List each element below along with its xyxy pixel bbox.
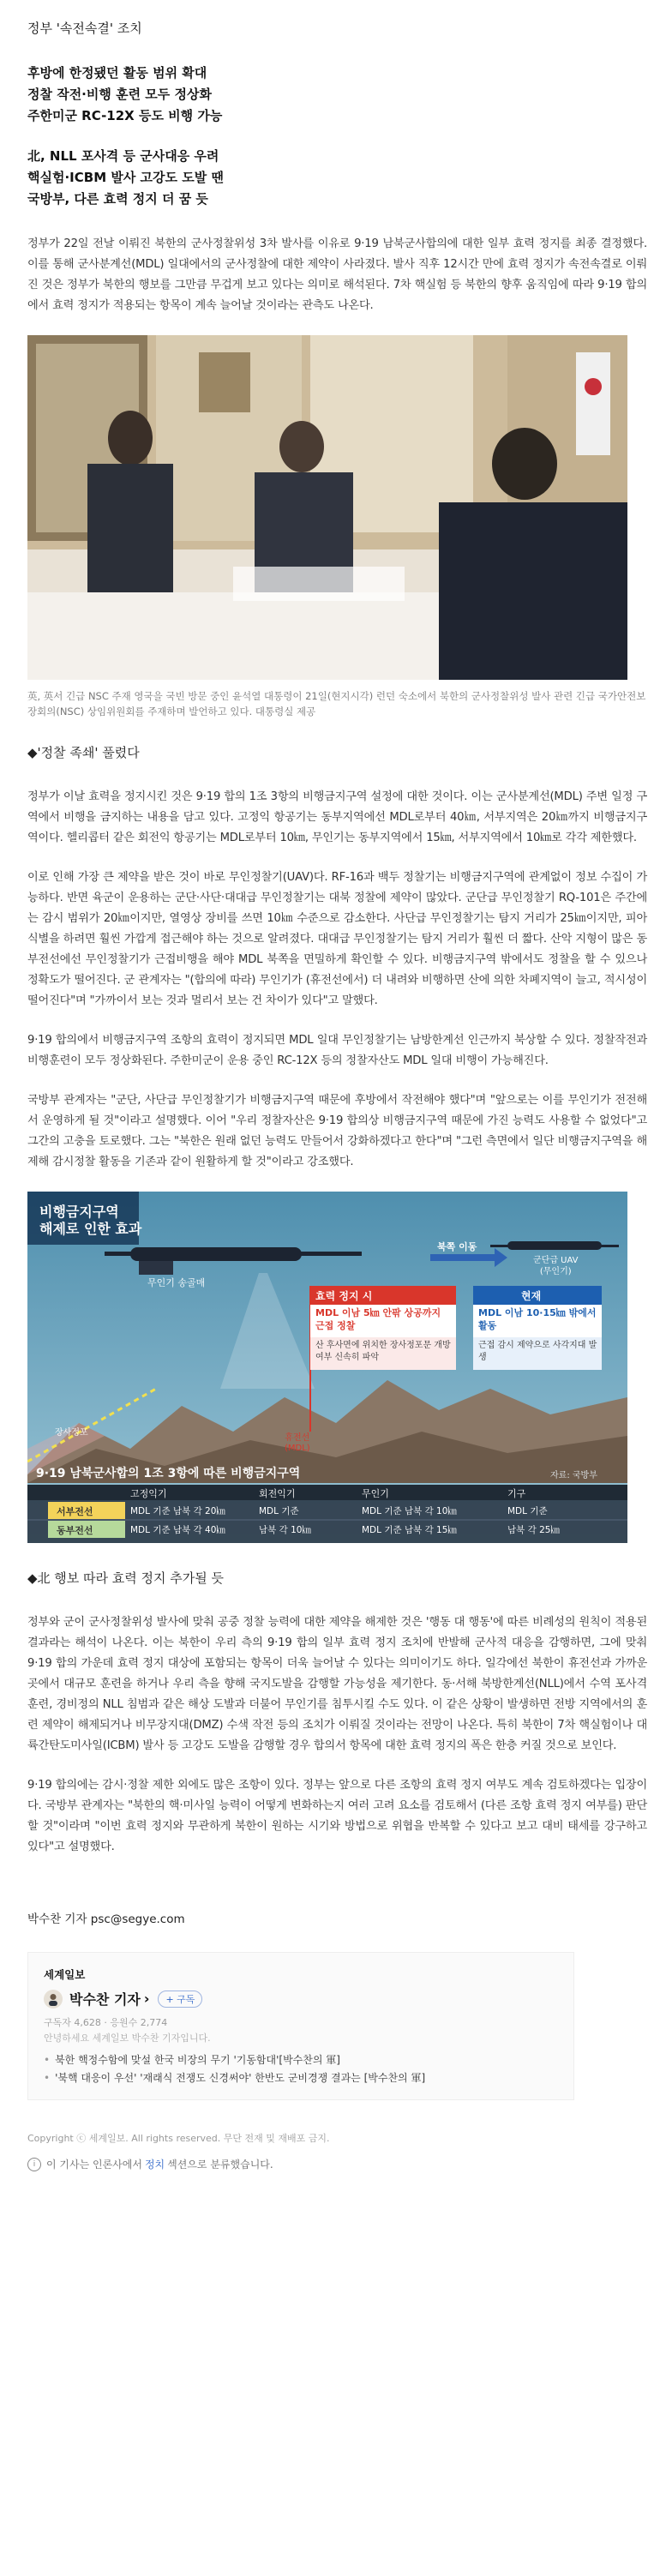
table-header-row	[130, 1486, 619, 1500]
box-left-body: 산 후사면에 위치한 장사정포문 개방 여부 신속히 파악	[315, 1341, 451, 1362]
related-article-title[interactable]: 북한 핵정수함에 맞설 한국 비장의 무기 '기동함대'[박수찬의 軍]	[55, 2054, 340, 2066]
table-header: 회전익기	[259, 1488, 296, 1499]
table-source: 자료: 국방부	[550, 1471, 597, 1480]
label-artillery: 장사정포	[55, 1428, 88, 1438]
label-mdl-line: (MDL)	[285, 1444, 310, 1453]
label-mdl-line: 휴전선	[285, 1433, 310, 1443]
section-note	[27, 2157, 647, 2171]
byline: 박수찬 기자 psc@segye.com	[27, 1912, 185, 1926]
box-right-body: 근접 감시 제약으로 사각지대 발생	[478, 1341, 597, 1362]
label-drone-left: 무인기 송골매	[147, 1277, 206, 1288]
subhead-line: 주한미군 RC-12X 등도 비행 가능	[27, 108, 223, 123]
label-mdl	[285, 1433, 310, 1454]
drone-right-icon	[490, 1241, 619, 1250]
reporter-row	[44, 1989, 558, 2009]
table-cell: MDL 기준 남북 각 10㎞	[362, 1506, 457, 1516]
subhead-spacer	[27, 127, 647, 146]
subhead-line: 정찰 작전·비행 훈련 모두 정상화	[27, 87, 212, 102]
subhead-line: 국방부, 다른 효력 정지 더 꿈 듯	[27, 191, 208, 207]
article-paragraph: 9·19 합의에서 비행금지구역 조항의 효력이 정지되면 MDL 일대 무인정찰기는 남방한계선 인근까지 북상할 수 있다. 정찰작전과 비행훈련이 모두 정상화된다. 주한미군이 운용 중인 RC-12X 등의 정찰자산도 MDL 일대 비행이 가능해진다.	[27, 1034, 647, 1067]
box-left-red: MDL 이남 5㎞ 안팎 상공까지 근접 정찰	[315, 1307, 441, 1331]
section-note-after: 섹션으로 분류했습니다.	[167, 2159, 273, 2171]
article-paragraph: 정부가 이날 효력을 정지시킨 것은 9·19 합의 1조 3항의 비행금지구역 설정에 대한 것이다. 이는 군사분계선(MDL) 주변 일정 구역에서 비행을 금지하는 내용을 담고 있다. 고정익 항공기는 동부지역에선 MDL로부터 40㎞, 서부지역은 20㎞까지 비행금지구역이다. 헬리콥터 같은 회전익 항공기는 MDL로부터 10㎞, 무인기는 동부지역에서 15㎞, 서부지역에서 10㎞로 각각 제한했다.	[27, 790, 647, 844]
infographic-title-line: 비행금지구역	[39, 1204, 119, 1220]
table-row-west	[130, 1504, 619, 1517]
row-west-label: 서부전선	[57, 1506, 93, 1517]
article-paragraph: 정부와 군이 군사정찰위성 발사에 맞춰 공중 정찰 능력에 대한 제약을 해제한 것은 '행동 대 행동'에 따른 비례성의 원칙이 적용된 결과라는 해석이 나온다. 이는 북한이 우리 측의 9·19 합의 일부 효력 정지 조치에 반발해 군사적 대응을 감행하면, 그에 맞춰 9·19 합의 가운데 효력 정지 대상에 포함되는 항목이 더욱 늘어날 수 있다는 의미이기도 하다. 일각에선 북한이 휴전선과 가까운 곳에서 대규모 훈련을 하거나 우리 측을 향해 국지도발을 감행할 가능성을 제기한다. 동·서해 북방한계선(NLL)에서 수역 포사격 훈련, 경비정의 NLL 침범과 같은 해상 도발과 더불어 무인기를 침투시킬 수도 있다. 이 같은 상황이 발생하면 전방 지역에서의 훈련 제약이 해제되거나 비무장지대(DMZ) 수색 작전 등의 조치가 이뤄질 것이라는 전망이 나온다. 특히 북한이 7차 핵실험이나 대륙간탄도미사일(ICBM) 발사 등 고강도 도발을 감행할 경우 합의서 항목에 대한 효력 정지의 폭은 한층 커질 것으로 보인다.	[27, 1616, 647, 1752]
table-header: 기구	[507, 1488, 526, 1499]
bullet-icon: •	[44, 2072, 51, 2084]
copyright: Copyright ⓒ 세계일보. All rights reserved. 무단 전재 및 재배포 금지.	[27, 2133, 330, 2144]
table-cell: MDL 기준	[259, 1506, 299, 1516]
article-kicker: 정부 '속전속결' 조치	[27, 21, 142, 36]
section-note-before: 이 기사는 인론사에서	[46, 2159, 142, 2171]
subhead-line: 후방에 한정됐던 활동 범위 확대	[27, 65, 207, 81]
table-title: 9·19 남북군사합의 1조 3항에 따른 비행금지구역	[36, 1467, 301, 1480]
box-right-head: 현재	[521, 1290, 542, 1302]
table-cell: MDL 기준 남북 각 40㎞	[130, 1525, 225, 1535]
article-paragraph: 9·19 합의에는 감시·정찰 제한 외에도 많은 조항이 있다. 정부는 앞으로 다른 조항의 효력 정지 여부도 계속 검토하겠다는 입장이다. 국방부 관계자는 "북한의 핵·미사일 능력이 어떻게 변화하는지 여러 고려 요소를 검토해서 (다른 조항 효력 정지 여부를) 판단할 것"이라며 "이번 효력 정지와 무관하게 북한이 원하는 시기와 방법으로 위협을 반복할 수 있다고 보고 대비 태세를 강구하고 있다"고 설명했다.	[27, 1779, 647, 1853]
related-article-link[interactable]	[44, 2051, 558, 2069]
table-header: 고정익기	[130, 1488, 167, 1499]
reporter-intro: 안녕하세요 세계일보 박수찬 기자입니다.	[44, 2033, 211, 2044]
infographic	[27, 1192, 627, 1543]
nsc-meeting-photo	[27, 335, 627, 680]
related-article-title[interactable]: '북핵 대응이 우선' '재래식 전쟁도 신경써야' 한반도 군비경쟁 결과는 [박수찬의 軍]	[55, 2072, 426, 2084]
table-row-east	[130, 1523, 619, 1536]
table-cell: MDL 기준 남북 각 15㎞	[362, 1525, 457, 1535]
table-cell: 남북 각 10㎞	[259, 1525, 311, 1535]
subhead-line: 北, NLL 포사격 등 군사대응 우려	[27, 148, 219, 164]
table-header: 무인기	[362, 1488, 389, 1499]
table-cell: 남북 각 25㎞	[507, 1525, 560, 1535]
section-link[interactable]: 정치	[144, 2159, 165, 2171]
row-east-label: 동부전선	[57, 1525, 93, 1536]
chevron-right-icon[interactable]: ›	[143, 1991, 150, 2007]
section-heading: ◆'정찰 족쇄' 풀렸다	[27, 745, 140, 760]
publisher-name: 세계일보	[44, 1968, 86, 1981]
article-paragraph: 이로 인해 가장 큰 제약을 받은 것이 바로 무인정찰기(UAV)다. RF-16과 백두 정찰기는 비행금지구역에 관계없이 정보 수집이 가능하다. 반면 육군이 운용하는 군단·사단·대대급 무인정찰기는 대북 정찰에 제약이 많았다. 군단급 무인정찰기 RQ-101은 주간에는 감시 범위가 20㎞이지만, 열영상 장비를 쓰면 10㎞ 수준으로 감소한다. 사단급 무인정찰기는 탐지 거리가 25㎞이지만, 피아 식별을 하려면 훨씬 가깝게 접근해야 하는 것으로 알려졌다. 대대급 무인정찰기는 탐지 거리가 훨씬 더 짧다. 산악 지형이 많은 동부전선에선 무인정찰기가 근접비행을 해야 MDL 북쪽을 면밀하게 확인할 수 있다. 비행금지구역 밖에서도 정찰을 할 수 있으나 정확도가 떨어진다. 군 관계자는 "(합의에 따라) 무인기가 (휴전선에서) 더 내려와 비행하면 산에 의한 차폐지역이 늘고, 적시성이 떨어진다"며 "가까이서 보는 것과 멀리서 보는 건 차이가 있다"고 말했다.	[27, 871, 647, 1007]
bullet-icon: •	[44, 2054, 51, 2066]
infographic-title	[39, 1204, 141, 1238]
article-subheads	[27, 63, 647, 210]
article-paragraph: 정부가 22일 전날 이뤄진 북한의 군사정찰위성 3차 발사를 이유로 9·19 남북군사합의에 대한 일부 효력 정지를 최종 결정했다. 이를 통해 군사분계선(MDL) 일대에서의 군사정찰에 대한 제약이 사라졌다. 발사 직후 12시간 만에 효력 정지가 속전속결로 이뤄진 것은 정부가 북한의 행보를 그만큼 무겁게 보고 있다는 의미로 해석된다. 7차 핵실험 등 북한의 향후 움직임에 따라 9·19 합의에서 효력 정지가 적용되는 항목이 계속 늘어날 것이라는 관측도 나온다.	[27, 237, 647, 312]
table-cell: MDL 기준 남북 각 20㎞	[130, 1506, 225, 1516]
reporter-card	[27, 1952, 574, 2100]
avatar[interactable]	[44, 1990, 63, 2009]
box-left-head: 효력 정지 시	[315, 1290, 373, 1302]
article-photo	[27, 335, 627, 680]
subscribe-button[interactable]: + 구독	[158, 1991, 202, 2008]
infographic-title-line: 해제로 인한 효과	[39, 1221, 142, 1237]
article-paragraph: 국방부 관계자는 "군단, 사단급 무인정찰기가 비행금지구역 때문에 후방에서 작전해야 했다"며 "앞으로는 이를 무인기가 전전해서 운영하게 될 것"이라고 설명했다. 이어 "우리 정찰자산은 9·19 합의상 비행금지구역 때문에 가진 능력도 사용할 수 없었다"고 그간의 고충을 토로했다. 그는 "북한은 원래 없던 능력도 만들어서 강화하겠다고 한다"며 "그런 측면에서 일단 비행금지구역을 해제해 감시정찰 활동을 기존과 같이 원활하게 할 것"이라고 강조했다.	[27, 1094, 647, 1168]
table-cell: MDL 기준	[507, 1506, 548, 1516]
person-icon	[46, 1992, 60, 2006]
info-icon: i	[27, 2158, 41, 2171]
box-right-blue: MDL 이남 10·15㎞ 밖에서 활동	[478, 1307, 597, 1331]
label-drone-right-line: (무인기)	[539, 1267, 572, 1276]
label-drone-right	[533, 1255, 579, 1277]
section-heading: ◆北 행보 따라 효력 정지 추가될 듯	[27, 1570, 225, 1586]
label-drone-right-line: 군단급 UAV	[533, 1256, 579, 1265]
reporter-name[interactable]: 박수찬 기자	[69, 1991, 141, 2008]
subhead-line: 핵실험·ICBM 발사 고강도 도발 땐	[27, 170, 224, 185]
article	[27, 19, 647, 2171]
reporter-stats: 구독자 4,628 · 응원수 2,774	[44, 2017, 168, 2028]
photo-caption: 英, 英서 긴급 NSC 주재 영국을 국빈 방문 중인 윤석열 대통령이 21일(현지시각) 런던 숙소에서 북한의 군사정찰위성 발사 관련 긴급 국가안전보장회의(NSC) 상임위원회를 주재하며 발언하고 있다. 대통령실 제공	[27, 690, 646, 718]
related-article-link[interactable]	[44, 2069, 558, 2087]
label-north-move: 북쪽 이동	[437, 1241, 477, 1252]
